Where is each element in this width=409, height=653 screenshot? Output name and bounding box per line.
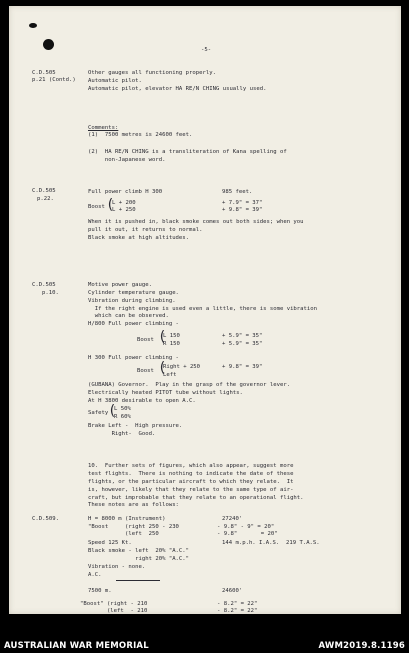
text-line: At H 3800 desirable to open A.C.	[88, 398, 196, 404]
boost-value: + 7.9" = 37"	[222, 200, 263, 206]
ref-p21: p.21 (Contd.)	[32, 77, 76, 83]
ref-cd505-a: C.D.505	[32, 70, 56, 76]
data-right: 27240'	[222, 516, 243, 522]
paragraph-line: craft, but improbable that they relate to an operational flight.	[88, 495, 304, 501]
punch-hole	[43, 39, 54, 50]
text-line: Right- Good.	[88, 431, 156, 437]
data-left: A.C.	[88, 572, 102, 578]
data-left: H = 8000 m (Instrument)	[88, 516, 166, 522]
safety-value: L 50%	[114, 406, 131, 412]
boost-final-left: "Boost" (right - 210	[80, 601, 148, 607]
safety-label: Safety	[88, 410, 109, 416]
footer-institution: AUSTRALIAN WAR MEMORIAL	[4, 641, 149, 651]
boost-side: R 150	[163, 341, 180, 347]
text-line: Cylinder temperature gauge.	[88, 290, 179, 296]
text-line: When it is pushed in, black smoke comes out both sides; when you	[88, 219, 304, 225]
brace: (	[158, 360, 167, 376]
boost-label: Boost	[137, 337, 154, 343]
brace: (	[108, 403, 117, 419]
boost-label: Boost	[137, 368, 154, 374]
boost-value: + 9.8" = 39"	[222, 364, 263, 370]
boost-side: Left	[163, 372, 177, 378]
comments-heading: Comments:	[88, 125, 119, 131]
boost-side: L 150	[163, 333, 180, 339]
data-right: 144 m.p.h. I.A.S. 219 T.A.S.	[222, 540, 320, 546]
boost-final-left: (left - 210	[80, 608, 148, 614]
paragraph-line: is, however, likely that they relate to the same type of air-	[88, 487, 294, 493]
paragraph-line: 10. Further sets of figures, which also appear, suggest more	[88, 463, 294, 469]
text-line: which can be observed.	[88, 313, 169, 319]
ref-cd509: C.D.509.	[32, 516, 59, 522]
text-line: Automatic pilot, elevator HA RE/N CHING usually used.	[88, 86, 267, 92]
text-line: Black smoke at high altitudes.	[88, 235, 190, 241]
safety-value: R 60%	[114, 414, 131, 420]
altitude-metres: 7500 m.	[88, 588, 112, 594]
boost-side: L + 250	[112, 207, 136, 213]
ref-p10: p.10.	[42, 290, 59, 296]
comment-line: (1) 7500 metres is 24600 feet.	[88, 132, 193, 138]
brace: (	[158, 329, 167, 345]
divider-rule	[116, 580, 160, 581]
ref-cd505-b: C.D.505	[32, 188, 56, 194]
text-line: H/800 Full power climbing -	[88, 321, 179, 327]
text-line: Electrically heated PITOT tube without lights.	[88, 390, 243, 396]
boost-label: Boost	[88, 204, 105, 210]
paragraph-line: These notes are as follows:	[88, 502, 179, 508]
text-line: Vibration during climbing.	[88, 298, 176, 304]
data-left: "Boost (right 250 - 230	[88, 524, 179, 530]
text-line: Automatic pilot.	[88, 78, 142, 84]
boost-final-right: - 8.2" = 22"	[217, 601, 258, 607]
comment-line: non-Japanese word.	[88, 157, 166, 163]
ref-cd505-c: C.D.505	[32, 282, 56, 288]
data-left: Speed 125 Kt.	[88, 540, 132, 546]
ref-p22: p.22.	[37, 196, 54, 202]
footer-bar	[0, 640, 409, 653]
text-line: pull it out, it returns to normal.	[88, 227, 203, 233]
climb-label: Full power climb H 300	[88, 189, 163, 195]
text-line: Motive power gauge.	[88, 282, 152, 288]
data-right: - 9.8" - 9" = 20"	[217, 524, 275, 530]
paragraph-line: flights, or the particular aircraft to which they relate. It	[88, 479, 294, 485]
altitude-feet: 24600'	[222, 588, 243, 594]
comment-line: (2) HA RE/N CHING is a transliteration of Kana spelling of	[88, 149, 287, 155]
climb-value: 985 feet.	[222, 189, 253, 195]
boost-final-right: - 8.2" = 22"	[217, 608, 258, 614]
data-left: Vibration - none.	[88, 564, 146, 570]
text-line: Other gauges all functioning properly.	[88, 70, 216, 76]
text-line: (GUBANA) Governor. Play in the grasp of the governor lever.	[88, 382, 291, 388]
text-line: If the right engine is used even a little, there is some vibration	[88, 306, 318, 312]
data-left: right 20% "A.C."	[88, 556, 190, 562]
footer-accession-number: AWM2019.8.1196	[318, 641, 405, 651]
data-right: - 9.8" = 20"	[217, 531, 278, 537]
boost-value: + 9.8" = 39"	[222, 207, 263, 213]
data-left: (left 250	[88, 531, 159, 537]
text-line: Brake Left - High pressure.	[88, 423, 183, 429]
paragraph-line: test flights. There is nothing to indicate the date of these	[88, 471, 294, 477]
boost-side: Right + 250	[163, 364, 201, 370]
climb-label: H 300 Full power climbing -	[88, 355, 179, 361]
brace: (	[106, 197, 115, 213]
punch-hole-top	[29, 23, 37, 28]
boost-value: + 5.9" = 35"	[222, 333, 263, 339]
boost-value: + 5.9" = 35"	[222, 341, 263, 347]
page-number: -5-	[201, 47, 212, 53]
boost-side: L + 200	[112, 200, 136, 206]
data-left: Black smoke - left 20% "A.C."	[88, 548, 190, 554]
